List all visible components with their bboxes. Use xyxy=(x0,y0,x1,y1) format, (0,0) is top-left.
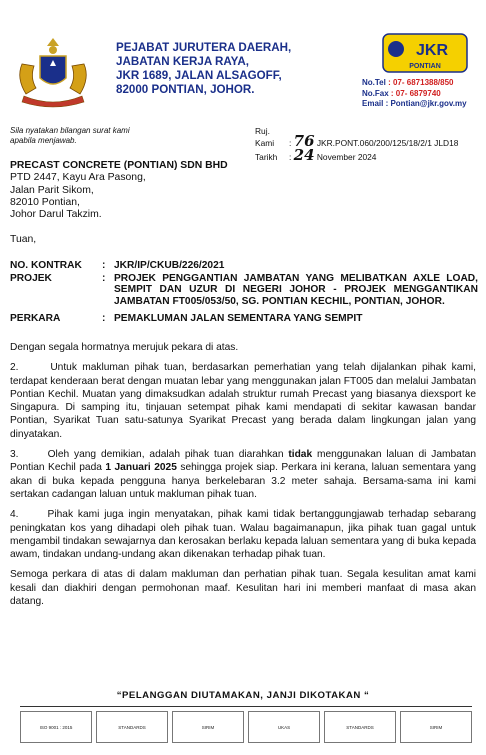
reply-note-line: Sila nyatakan bilangan surat kami xyxy=(10,126,130,135)
letter-meta xyxy=(10,260,478,325)
handwritten-ref-number: 76 xyxy=(293,132,315,150)
cert-badge: SIRIM xyxy=(172,711,244,743)
org-line: JABATAN KERJA RAYA, xyxy=(116,55,249,68)
letter-body xyxy=(10,341,479,615)
office-address-header xyxy=(116,41,291,97)
org-line: PEJABAT JURUTERA DAERAH, xyxy=(116,41,292,54)
colon: : xyxy=(102,260,106,271)
email: Email : Pontian@jkr.gov.my xyxy=(362,99,467,108)
paragraph-4: 4. Pihak kami juga ingin menyatakan, pihak kami tidak bertanggungjawab terhadap sebarang peningkatan kos yang dihadapi oleh pihak tuan. Walau bagaimanapun, jika pihak tuan gagal untuk mengambil tindakan sewajarnya dan kerosakan berlaku kepada laluan sementara yang di buka kepada awam, tindakan undang-undang akan dikenakan terhadap pihak tuan. xyxy=(10,509,479,561)
tel-label: No.Tel xyxy=(362,78,386,87)
projek-value: PROJEK PENGGANTIAN JAMBATAN YANG MELIBATKAN AXLE LOAD, SEMPIT DAN UZUR DI NEGERI JOHOR - PROJEK MENGGANTIKAN JAMBATAN FT005/053/50, SG. PONTIAN KECHIL, PONTIAN, JOHOR. xyxy=(114,272,478,307)
reference-block: Ruj. Kami : 76 JKR.PONT.060/200/125/18/2/1 JLD18 Tarikh : 24 November 2024 xyxy=(255,126,459,164)
ref-value: JKR.PONT.060/200/125/18/2/1 JLD18 xyxy=(316,138,459,148)
kontrak-value: JKR/IP/CKUB/226/2021 xyxy=(114,260,225,271)
logo-subtext: PONTIAN xyxy=(409,63,441,70)
kontrak-label: NO. KONTRAK xyxy=(10,260,82,271)
p3-text: sehingga projek siap. Perkara ini kerana, laluan sementara yang akan di buka kepada pengguna hanya berkelebaran 3.2 meter sahaja. Bersama-sama ini kami sertakan cadangan laluan untuk makluman pihak tuan. xyxy=(10,462,479,500)
cert-badge: SIRIM xyxy=(400,711,472,743)
p3-date: 1 Januari 2025 xyxy=(105,462,177,474)
address-line: Johor Darul Takzim. xyxy=(10,209,102,221)
cert-badge: STANDARDS xyxy=(96,711,168,743)
fax-value: : 07- 6879740 xyxy=(390,88,441,98)
jkr-logo xyxy=(382,33,468,73)
paragraph-2: 2. Untuk makluman pihak tuan, berdasarkan pemerhatian yang telah dijalankan pihak kami, terdapat kenderaan berat dengan muatan lebar yang menggunakan jalan FT005 dan melalui Jambatan Pontian Kechil. Muatan yang dimaksudkan adalah struktur rumah Precast yang biasanya diexsport ke Singapura. Di samping itu, tinjauan setempat pihak kami mendapati di sekitar kawasan bandar Pontian, Syarikat Tuan satu-satunya Syarikat Precast yang berada dalam lingkungan jalan yang dinyatakan. xyxy=(10,362,479,440)
date-label: Tarikh xyxy=(255,152,278,162)
recipient-address xyxy=(10,160,228,221)
ref-label: Ruj. Kami xyxy=(255,126,275,148)
cert-badge: ISO 9001 : 2015 xyxy=(20,711,92,743)
recipient-company: PRECAST CONCRETE (PONTIAN) SDN BHD xyxy=(10,160,228,171)
cert-badge: UKAS xyxy=(248,711,320,743)
tel-value: : 07- 6871388/850 xyxy=(388,78,454,87)
address-line: Jalan Parit Sikom, xyxy=(10,184,94,196)
colon: : xyxy=(102,272,106,284)
p3-emphasis: tidak xyxy=(288,449,313,461)
address-line: 82010 Pontian, xyxy=(10,196,80,208)
salutation: Tuan, xyxy=(10,234,37,245)
fax-label: No.Fax xyxy=(362,88,389,98)
p3-text: menggunakan laluan di Jambatan Pontian Kechil pada xyxy=(10,449,479,474)
colon: : xyxy=(102,313,106,325)
logo-text: JKR xyxy=(415,42,449,59)
date-value: November 2024 xyxy=(316,152,377,162)
perkara-label: PERKARA xyxy=(10,313,61,325)
paragraph-5: Semoga perkara di atas di dalam makluman dan perhatian pihak tuan. Segala kesulitan amat kami kesali dan diakhiri dengan permohonan maaf. Kesulitan hari ini memberi manfaat di masa akan datang. xyxy=(10,569,476,608)
reply-note-line: apabila menjawab. xyxy=(10,136,77,145)
org-line: 82000 PONTIAN, JOHOR. xyxy=(116,83,255,96)
cert-badge: STANDARDS xyxy=(324,711,396,743)
address-line: PTD 2447, Kayu Ara Pasong, xyxy=(10,172,146,184)
perkara-value: PEMAKLUMAN JALAN SEMENTARA YANG SEMPIT xyxy=(114,313,363,325)
p3-text: 3. Oleh yang demikian, adalah pihak tuan diarahkan xyxy=(10,449,289,461)
state-crest-logo xyxy=(10,34,96,110)
certification-strip xyxy=(20,706,472,749)
projek-label: PROJEK xyxy=(10,272,52,284)
motto: “PELANGGAN DIUTAMAKAN, JANJI DIKOTAKAN “ xyxy=(116,690,370,701)
paragraph-3 xyxy=(10,448,479,501)
contact-info xyxy=(362,78,467,110)
org-line: JKR 1689, JALAN ALSAGOFF, xyxy=(116,69,282,82)
reply-note xyxy=(10,126,130,146)
paragraph-1: Dengan segala hormatnya merujuk pekara di atas. xyxy=(10,342,239,353)
handwritten-date-day: 24 xyxy=(293,146,315,164)
